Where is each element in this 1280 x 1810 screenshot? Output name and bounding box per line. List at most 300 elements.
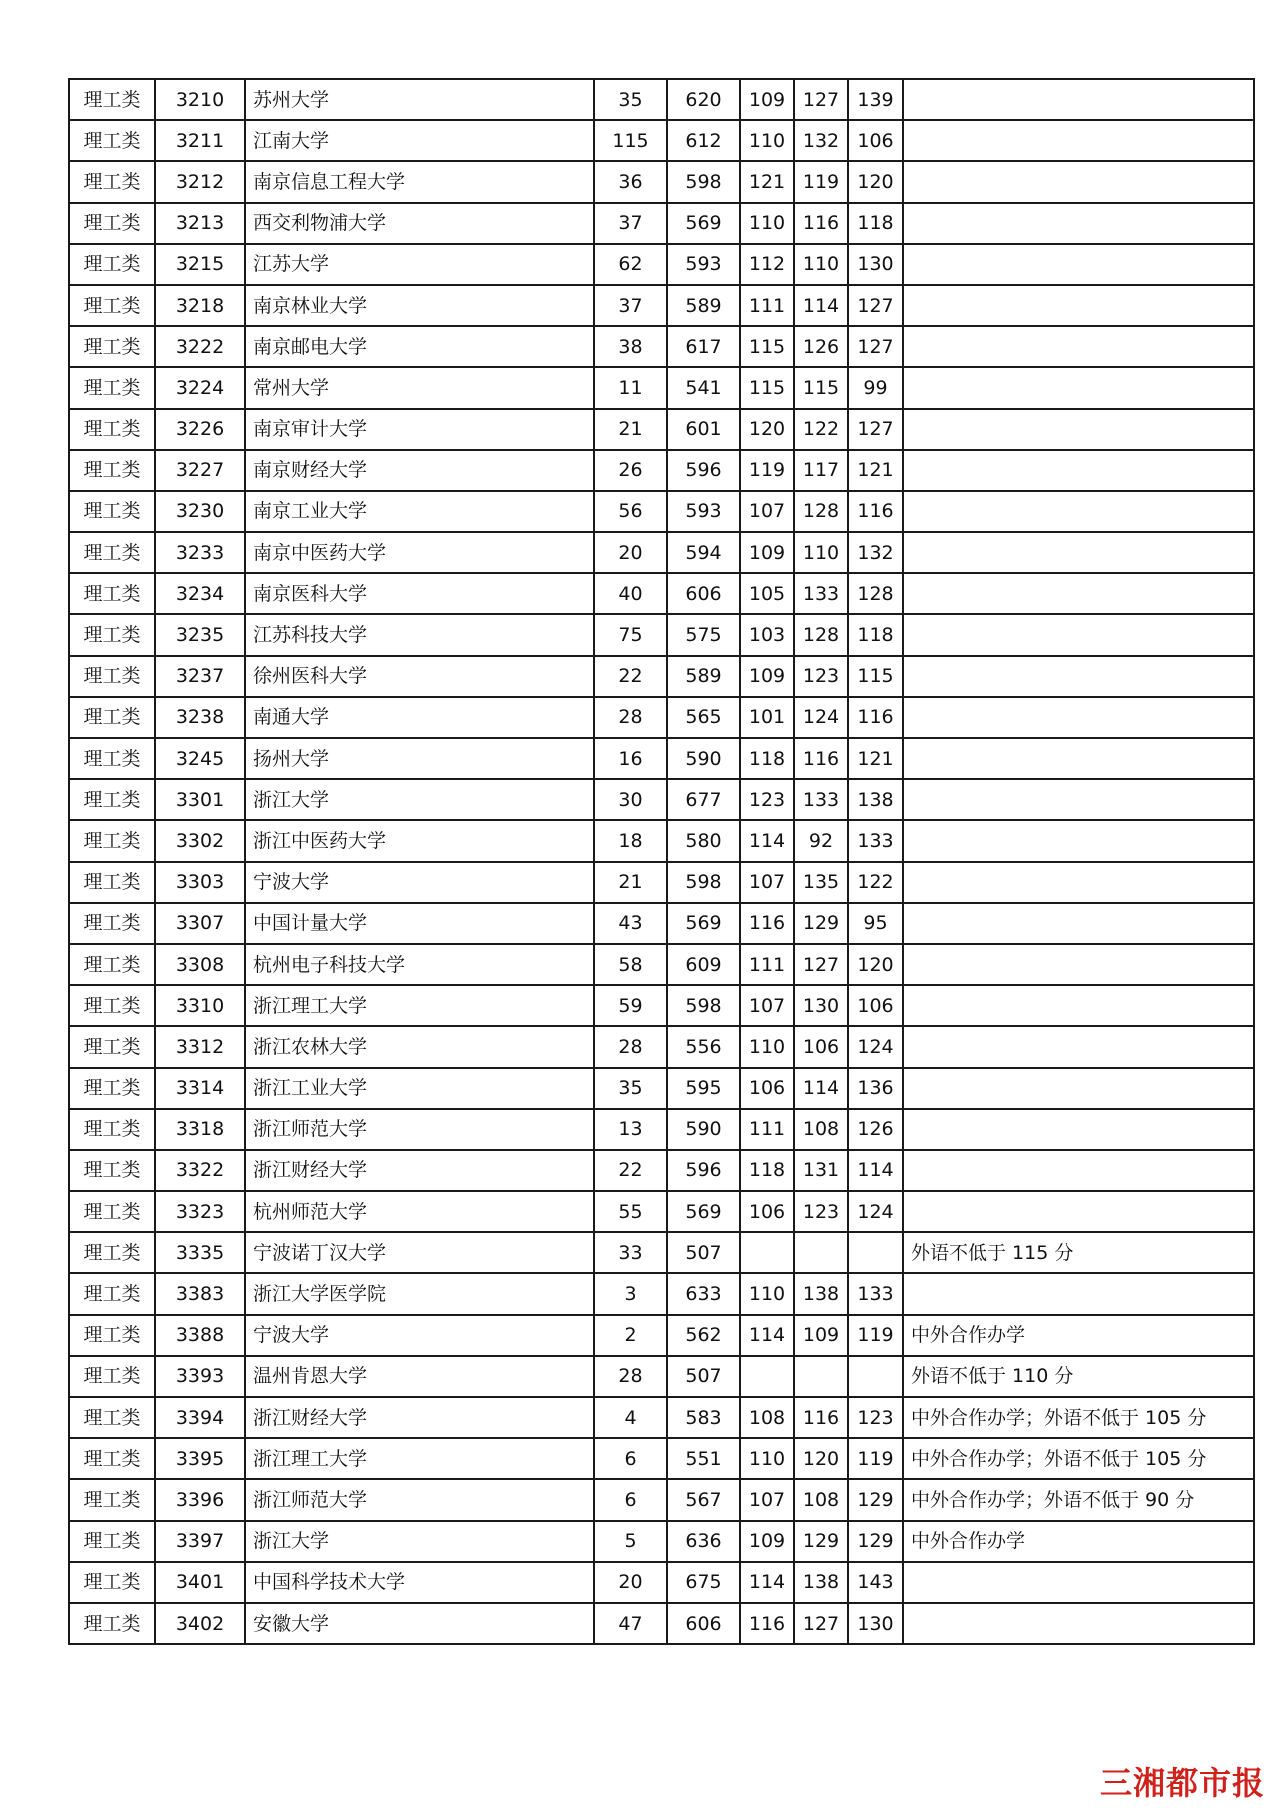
category-cell: 理工类 xyxy=(69,79,155,120)
category-cell: 理工类 xyxy=(69,1273,155,1314)
school-code-cell: 3224 xyxy=(155,367,245,408)
subject-score-3-cell: 136 xyxy=(848,1068,903,1109)
school-code-cell: 3222 xyxy=(155,326,245,367)
subject-score-2-cell xyxy=(794,1232,848,1273)
table-row xyxy=(69,285,1254,326)
quota-cell: 35 xyxy=(594,79,667,120)
school-code-cell: 3397 xyxy=(155,1521,245,1562)
subject-score-1-cell: 110 xyxy=(740,1273,794,1314)
total-score-cell: 606 xyxy=(667,573,740,614)
table-row xyxy=(69,1521,1254,1562)
school-name-cell: 南京医科大学 xyxy=(245,573,594,614)
school-name-cell: 浙江师范大学 xyxy=(245,1109,594,1150)
total-score-cell: 620 xyxy=(667,79,740,120)
remark-cell xyxy=(903,1273,1254,1314)
table-row xyxy=(69,532,1254,573)
category-cell: 理工类 xyxy=(69,450,155,491)
total-score-cell: 551 xyxy=(667,1438,740,1479)
subject-score-1-cell: 116 xyxy=(740,903,794,944)
total-score-cell: 595 xyxy=(667,1068,740,1109)
table-row xyxy=(69,326,1254,367)
subject-score-2-cell: 133 xyxy=(794,779,848,820)
subject-score-3-cell: 118 xyxy=(848,614,903,655)
total-score-cell: 636 xyxy=(667,1521,740,1562)
table-row xyxy=(69,1315,1254,1356)
quota-cell: 20 xyxy=(594,1562,667,1603)
subject-score-3-cell: 120 xyxy=(848,944,903,985)
subject-score-2-cell: 122 xyxy=(794,409,848,450)
remark-cell xyxy=(903,1109,1254,1150)
quota-cell: 28 xyxy=(594,1356,667,1397)
school-code-cell: 3211 xyxy=(155,120,245,161)
remark-cell xyxy=(903,120,1254,161)
subject-score-2-cell: 110 xyxy=(794,532,848,573)
subject-score-1-cell: 119 xyxy=(740,450,794,491)
remark-cell xyxy=(903,450,1254,491)
quota-cell: 33 xyxy=(594,1232,667,1273)
school-code-cell: 3301 xyxy=(155,779,245,820)
total-score-cell: 594 xyxy=(667,532,740,573)
subject-score-1-cell: 106 xyxy=(740,1191,794,1232)
remark-cell xyxy=(903,614,1254,655)
subject-score-3-cell xyxy=(848,1356,903,1397)
subject-score-1-cell: 121 xyxy=(740,161,794,202)
subject-score-2-cell: 115 xyxy=(794,367,848,408)
total-score-cell: 569 xyxy=(667,1191,740,1232)
remark-cell xyxy=(903,79,1254,120)
school-name-cell: 江南大学 xyxy=(245,120,594,161)
remark-cell xyxy=(903,1191,1254,1232)
school-name-cell: 南京工业大学 xyxy=(245,491,594,532)
subject-score-1-cell: 107 xyxy=(740,491,794,532)
subject-score-3-cell: 129 xyxy=(848,1521,903,1562)
subject-score-2-cell: 135 xyxy=(794,862,848,903)
category-cell: 理工类 xyxy=(69,409,155,450)
category-cell: 理工类 xyxy=(69,244,155,285)
table-row xyxy=(69,1562,1254,1603)
school-name-cell: 浙江财经大学 xyxy=(245,1397,594,1438)
remark-cell xyxy=(903,1026,1254,1067)
remark-cell xyxy=(903,326,1254,367)
subject-score-2-cell: 127 xyxy=(794,79,848,120)
total-score-cell: 562 xyxy=(667,1315,740,1356)
subject-score-2-cell: 114 xyxy=(794,285,848,326)
category-cell: 理工类 xyxy=(69,697,155,738)
subject-score-1-cell: 109 xyxy=(740,1521,794,1562)
quota-cell: 75 xyxy=(594,614,667,655)
subject-score-3-cell: 118 xyxy=(848,203,903,244)
school-name-cell: 江苏大学 xyxy=(245,244,594,285)
subject-score-1-cell: 101 xyxy=(740,697,794,738)
quota-cell: 21 xyxy=(594,409,667,450)
subject-score-3-cell: 127 xyxy=(848,285,903,326)
total-score-cell: 590 xyxy=(667,1109,740,1150)
remark-cell: 中外合作办学 xyxy=(903,1315,1254,1356)
school-code-cell: 3212 xyxy=(155,161,245,202)
remark-cell xyxy=(903,491,1254,532)
total-score-cell: 675 xyxy=(667,1562,740,1603)
subject-score-2-cell: 133 xyxy=(794,573,848,614)
subject-score-2-cell: 120 xyxy=(794,1438,848,1479)
table-row xyxy=(69,820,1254,861)
subject-score-1-cell: 114 xyxy=(740,820,794,861)
table-row xyxy=(69,79,1254,120)
category-cell: 理工类 xyxy=(69,862,155,903)
school-code-cell: 3233 xyxy=(155,532,245,573)
total-score-cell: 598 xyxy=(667,985,740,1026)
table-row xyxy=(69,1438,1254,1479)
subject-score-3-cell: 126 xyxy=(848,1109,903,1150)
quota-cell: 16 xyxy=(594,738,667,779)
subject-score-1-cell: 118 xyxy=(740,738,794,779)
quota-cell: 22 xyxy=(594,656,667,697)
total-score-cell: 556 xyxy=(667,1026,740,1067)
category-cell: 理工类 xyxy=(69,779,155,820)
remark-cell xyxy=(903,244,1254,285)
total-score-cell: 575 xyxy=(667,614,740,655)
table-row xyxy=(69,409,1254,450)
table-row xyxy=(69,1191,1254,1232)
quota-cell: 43 xyxy=(594,903,667,944)
total-score-cell: 601 xyxy=(667,409,740,450)
subject-score-1-cell: 114 xyxy=(740,1562,794,1603)
subject-score-3-cell xyxy=(848,1232,903,1273)
subject-score-2-cell: 129 xyxy=(794,903,848,944)
school-name-cell: 浙江财经大学 xyxy=(245,1150,594,1191)
school-name-cell: 浙江理工大学 xyxy=(245,1438,594,1479)
quota-cell: 18 xyxy=(594,820,667,861)
subject-score-2-cell: 114 xyxy=(794,1068,848,1109)
table-row xyxy=(69,614,1254,655)
remark-cell xyxy=(903,203,1254,244)
category-cell: 理工类 xyxy=(69,820,155,861)
school-code-cell: 3245 xyxy=(155,738,245,779)
table-row xyxy=(69,1356,1254,1397)
quota-cell: 62 xyxy=(594,244,667,285)
category-cell: 理工类 xyxy=(69,1232,155,1273)
subject-score-3-cell: 133 xyxy=(848,820,903,861)
subject-score-2-cell: 116 xyxy=(794,203,848,244)
total-score-cell: 507 xyxy=(667,1356,740,1397)
subject-score-1-cell: 110 xyxy=(740,1026,794,1067)
subject-score-2-cell: 130 xyxy=(794,985,848,1026)
category-cell: 理工类 xyxy=(69,1397,155,1438)
table-row xyxy=(69,779,1254,820)
school-name-cell: 浙江中医药大学 xyxy=(245,820,594,861)
total-score-cell: 617 xyxy=(667,326,740,367)
quota-cell: 11 xyxy=(594,367,667,408)
school-name-cell: 南京邮电大学 xyxy=(245,326,594,367)
subject-score-1-cell: 110 xyxy=(740,203,794,244)
subject-score-3-cell: 132 xyxy=(848,532,903,573)
subject-score-1-cell: 111 xyxy=(740,944,794,985)
subject-score-1-cell xyxy=(740,1356,794,1397)
school-code-cell: 3394 xyxy=(155,1397,245,1438)
subject-score-3-cell: 121 xyxy=(848,738,903,779)
category-cell: 理工类 xyxy=(69,1479,155,1520)
quota-cell: 59 xyxy=(594,985,667,1026)
subject-score-3-cell: 123 xyxy=(848,1397,903,1438)
school-code-cell: 3335 xyxy=(155,1232,245,1273)
subject-score-3-cell: 130 xyxy=(848,1603,903,1644)
remark-cell: 中外合作办学 xyxy=(903,1521,1254,1562)
quota-cell: 3 xyxy=(594,1273,667,1314)
category-cell: 理工类 xyxy=(69,614,155,655)
subject-score-3-cell: 133 xyxy=(848,1273,903,1314)
category-cell: 理工类 xyxy=(69,532,155,573)
subject-score-3-cell: 130 xyxy=(848,244,903,285)
subject-score-1-cell: 120 xyxy=(740,409,794,450)
subject-score-3-cell: 121 xyxy=(848,450,903,491)
school-code-cell: 3396 xyxy=(155,1479,245,1520)
subject-score-1-cell: 111 xyxy=(740,285,794,326)
school-name-cell: 南京林业大学 xyxy=(245,285,594,326)
subject-score-2-cell: 129 xyxy=(794,1521,848,1562)
school-name-cell: 南京审计大学 xyxy=(245,409,594,450)
table-row xyxy=(69,903,1254,944)
quota-cell: 56 xyxy=(594,491,667,532)
subject-score-3-cell: 99 xyxy=(848,367,903,408)
quota-cell: 22 xyxy=(594,1150,667,1191)
school-name-cell: 南京信息工程大学 xyxy=(245,161,594,202)
quota-cell: 26 xyxy=(594,450,667,491)
subject-score-2-cell: 119 xyxy=(794,161,848,202)
school-code-cell: 3235 xyxy=(155,614,245,655)
remark-cell xyxy=(903,903,1254,944)
subject-score-1-cell xyxy=(740,1232,794,1273)
subject-score-3-cell: 129 xyxy=(848,1479,903,1520)
table-row xyxy=(69,985,1254,1026)
subject-score-1-cell: 105 xyxy=(740,573,794,614)
subject-score-2-cell: 132 xyxy=(794,120,848,161)
school-name-cell: 温州肯恩大学 xyxy=(245,1356,594,1397)
school-name-cell: 中国科学技术大学 xyxy=(245,1562,594,1603)
table-row xyxy=(69,697,1254,738)
remark-cell xyxy=(903,1068,1254,1109)
category-cell: 理工类 xyxy=(69,903,155,944)
admission-score-table xyxy=(68,78,1255,1645)
table-row xyxy=(69,1397,1254,1438)
subject-score-1-cell: 107 xyxy=(740,862,794,903)
school-code-cell: 3238 xyxy=(155,697,245,738)
total-score-cell: 596 xyxy=(667,450,740,491)
table-row xyxy=(69,1150,1254,1191)
school-code-cell: 3215 xyxy=(155,244,245,285)
remark-cell xyxy=(903,1603,1254,1644)
table-row xyxy=(69,944,1254,985)
quota-cell: 55 xyxy=(594,1191,667,1232)
school-name-cell: 江苏科技大学 xyxy=(245,614,594,655)
subject-score-2-cell: 116 xyxy=(794,738,848,779)
category-cell: 理工类 xyxy=(69,326,155,367)
table-row xyxy=(69,491,1254,532)
subject-score-3-cell: 106 xyxy=(848,120,903,161)
table-row xyxy=(69,1603,1254,1644)
table-row xyxy=(69,203,1254,244)
total-score-cell: 593 xyxy=(667,244,740,285)
quota-cell: 115 xyxy=(594,120,667,161)
subject-score-2-cell: 128 xyxy=(794,491,848,532)
total-score-cell: 598 xyxy=(667,161,740,202)
subject-score-3-cell: 116 xyxy=(848,697,903,738)
school-name-cell: 浙江工业大学 xyxy=(245,1068,594,1109)
school-code-cell: 3310 xyxy=(155,985,245,1026)
subject-score-3-cell: 124 xyxy=(848,1026,903,1067)
school-name-cell: 宁波诺丁汉大学 xyxy=(245,1232,594,1273)
school-code-cell: 3322 xyxy=(155,1150,245,1191)
school-code-cell: 3226 xyxy=(155,409,245,450)
quota-cell: 6 xyxy=(594,1438,667,1479)
subject-score-3-cell: 115 xyxy=(848,656,903,697)
table-row xyxy=(69,450,1254,491)
remark-cell xyxy=(903,779,1254,820)
subject-score-1-cell: 123 xyxy=(740,779,794,820)
school-code-cell: 3303 xyxy=(155,862,245,903)
remark-cell xyxy=(903,1150,1254,1191)
subject-score-3-cell: 143 xyxy=(848,1562,903,1603)
remark-cell xyxy=(903,985,1254,1026)
subject-score-3-cell: 95 xyxy=(848,903,903,944)
school-code-cell: 3210 xyxy=(155,79,245,120)
total-score-cell: 677 xyxy=(667,779,740,820)
table-body xyxy=(69,79,1254,1644)
remark-cell: 中外合作办学；外语不低于 90 分 xyxy=(903,1479,1254,1520)
total-score-cell: 612 xyxy=(667,120,740,161)
table-row xyxy=(69,573,1254,614)
total-score-cell: 633 xyxy=(667,1273,740,1314)
table-row xyxy=(69,656,1254,697)
subject-score-3-cell: 122 xyxy=(848,862,903,903)
remark-cell xyxy=(903,367,1254,408)
subject-score-3-cell: 114 xyxy=(848,1150,903,1191)
quota-cell: 6 xyxy=(594,1479,667,1520)
subject-score-1-cell: 108 xyxy=(740,1397,794,1438)
table-row xyxy=(69,738,1254,779)
subject-score-2-cell xyxy=(794,1356,848,1397)
school-name-cell: 浙江师范大学 xyxy=(245,1479,594,1520)
school-code-cell: 3401 xyxy=(155,1562,245,1603)
table-row xyxy=(69,1026,1254,1067)
school-code-cell: 3213 xyxy=(155,203,245,244)
remark-cell xyxy=(903,820,1254,861)
school-name-cell: 浙江大学 xyxy=(245,1521,594,1562)
school-code-cell: 3227 xyxy=(155,450,245,491)
subject-score-2-cell: 92 xyxy=(794,820,848,861)
total-score-cell: 569 xyxy=(667,903,740,944)
subject-score-2-cell: 127 xyxy=(794,944,848,985)
school-name-cell: 扬州大学 xyxy=(245,738,594,779)
quota-cell: 21 xyxy=(594,862,667,903)
subject-score-1-cell: 114 xyxy=(740,1315,794,1356)
subject-score-1-cell: 115 xyxy=(740,367,794,408)
quota-cell: 47 xyxy=(594,1603,667,1644)
school-name-cell: 中国计量大学 xyxy=(245,903,594,944)
subject-score-2-cell: 110 xyxy=(794,244,848,285)
school-code-cell: 3234 xyxy=(155,573,245,614)
category-cell: 理工类 xyxy=(69,1603,155,1644)
school-code-cell: 3393 xyxy=(155,1356,245,1397)
school-code-cell: 3308 xyxy=(155,944,245,985)
subject-score-2-cell: 123 xyxy=(794,656,848,697)
subject-score-2-cell: 138 xyxy=(794,1273,848,1314)
school-code-cell: 3218 xyxy=(155,285,245,326)
subject-score-2-cell: 117 xyxy=(794,450,848,491)
category-cell: 理工类 xyxy=(69,1438,155,1479)
school-name-cell: 南通大学 xyxy=(245,697,594,738)
school-name-cell: 徐州医科大学 xyxy=(245,656,594,697)
subject-score-3-cell: 106 xyxy=(848,985,903,1026)
table-row xyxy=(69,1068,1254,1109)
school-name-cell: 杭州师范大学 xyxy=(245,1191,594,1232)
quota-cell: 38 xyxy=(594,326,667,367)
subject-score-1-cell: 106 xyxy=(740,1068,794,1109)
school-code-cell: 3402 xyxy=(155,1603,245,1644)
school-name-cell: 安徽大学 xyxy=(245,1603,594,1644)
category-cell: 理工类 xyxy=(69,1562,155,1603)
school-code-cell: 3383 xyxy=(155,1273,245,1314)
category-cell: 理工类 xyxy=(69,1356,155,1397)
quota-cell: 37 xyxy=(594,203,667,244)
remark-cell xyxy=(903,697,1254,738)
table-row xyxy=(69,1479,1254,1520)
quota-cell: 5 xyxy=(594,1521,667,1562)
school-name-cell: 常州大学 xyxy=(245,367,594,408)
school-code-cell: 3312 xyxy=(155,1026,245,1067)
subject-score-2-cell: 123 xyxy=(794,1191,848,1232)
category-cell: 理工类 xyxy=(69,161,155,202)
quota-cell: 30 xyxy=(594,779,667,820)
category-cell: 理工类 xyxy=(69,203,155,244)
remark-cell xyxy=(903,409,1254,450)
remark-cell: 中外合作办学；外语不低于 105 分 xyxy=(903,1438,1254,1479)
table-row xyxy=(69,161,1254,202)
quota-cell: 13 xyxy=(594,1109,667,1150)
school-name-cell: 杭州电子科技大学 xyxy=(245,944,594,985)
category-cell: 理工类 xyxy=(69,1109,155,1150)
remark-cell xyxy=(903,738,1254,779)
category-cell: 理工类 xyxy=(69,491,155,532)
quota-cell: 35 xyxy=(594,1068,667,1109)
category-cell: 理工类 xyxy=(69,1191,155,1232)
subject-score-2-cell: 138 xyxy=(794,1562,848,1603)
table-row xyxy=(69,120,1254,161)
total-score-cell: 580 xyxy=(667,820,740,861)
school-code-cell: 3318 xyxy=(155,1109,245,1150)
quota-cell: 58 xyxy=(594,944,667,985)
total-score-cell: 596 xyxy=(667,1150,740,1191)
total-score-cell: 598 xyxy=(667,862,740,903)
subject-score-2-cell: 109 xyxy=(794,1315,848,1356)
newspaper-logo-watermark: 三湘都市报 xyxy=(1099,1764,1265,1802)
total-score-cell: 589 xyxy=(667,656,740,697)
subject-score-1-cell: 115 xyxy=(740,326,794,367)
category-cell: 理工类 xyxy=(69,985,155,1026)
quota-cell: 2 xyxy=(594,1315,667,1356)
school-name-cell: 浙江大学 xyxy=(245,779,594,820)
subject-score-1-cell: 109 xyxy=(740,532,794,573)
table-row xyxy=(69,367,1254,408)
subject-score-3-cell: 127 xyxy=(848,326,903,367)
subject-score-2-cell: 124 xyxy=(794,697,848,738)
school-code-cell: 3230 xyxy=(155,491,245,532)
quota-cell: 20 xyxy=(594,532,667,573)
category-cell: 理工类 xyxy=(69,944,155,985)
category-cell: 理工类 xyxy=(69,1521,155,1562)
category-cell: 理工类 xyxy=(69,1315,155,1356)
subject-score-1-cell: 109 xyxy=(740,656,794,697)
school-name-cell: 宁波大学 xyxy=(245,862,594,903)
total-score-cell: 589 xyxy=(667,285,740,326)
